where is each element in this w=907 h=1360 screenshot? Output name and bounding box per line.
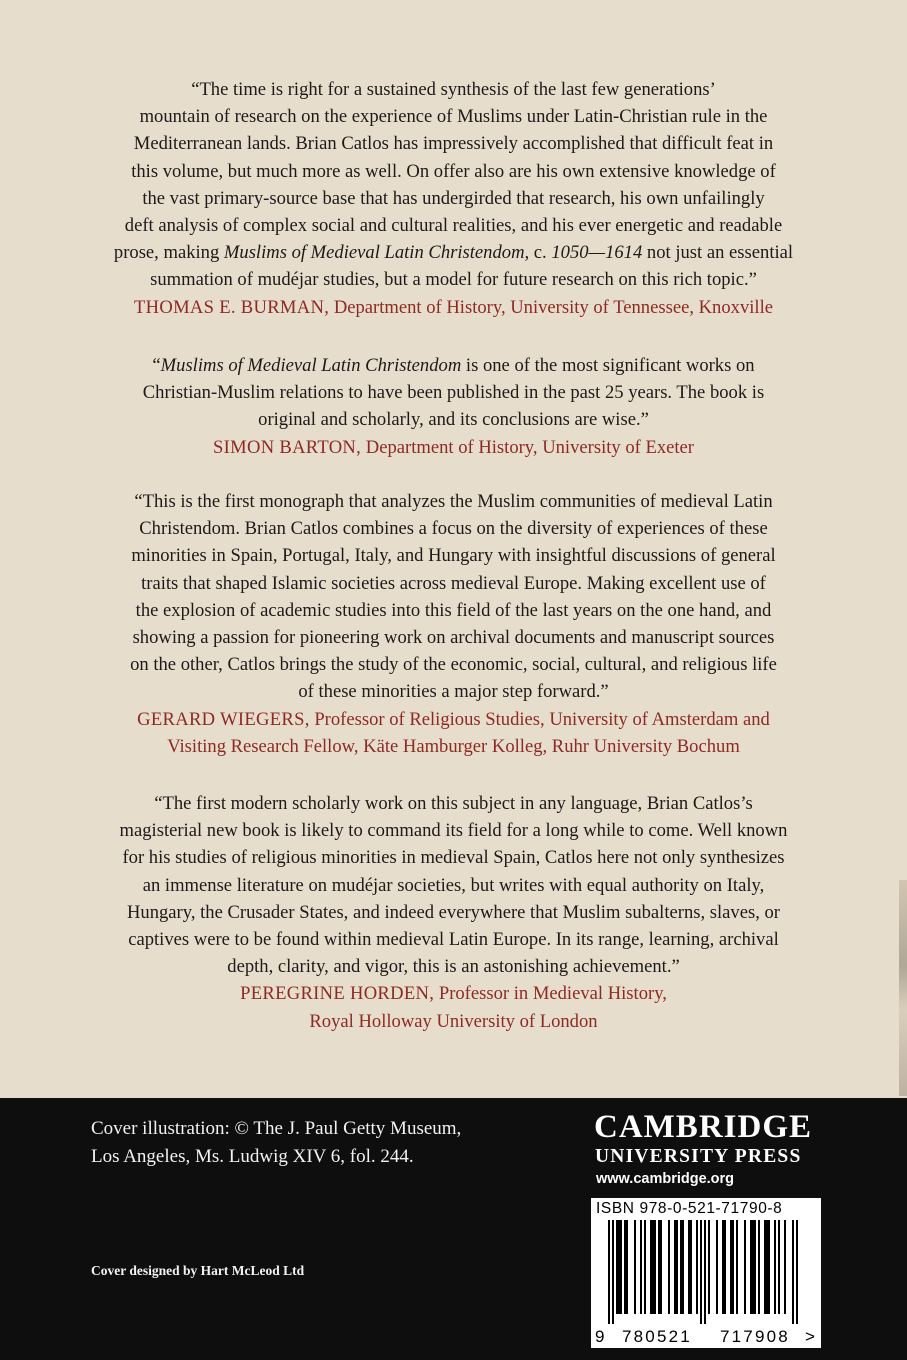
barcode-bar [688,1220,690,1314]
barcode-bar [616,1220,618,1314]
quote-line: summation of mudéjar studies, but a model for future research on this rich topic.” [150,269,757,291]
barcode-bar [766,1220,768,1314]
author-name: PEREGRINE HORDEN, [240,983,435,1005]
publisher-logo: CAMBRIDGE [594,1109,813,1145]
book-dates: 1050—1614 [551,242,643,264]
barcode [594,1220,816,1324]
barcode-guard-bar [612,1220,614,1324]
quote-line: captives were to be found within medieval Latin Europe. In its range, learning, archival [128,929,779,951]
ean-first-digit: 9 [595,1327,607,1346]
ean-quiet-zone: > [805,1327,818,1346]
cover-credit [91,1115,461,1171]
attribution: THOMAS E. BURMAN, Department of History, University of Tennessee, Knoxville [133,296,773,318]
barcode-bar [764,1220,766,1314]
barcode-bar [676,1220,678,1314]
barcode-bar [736,1220,738,1314]
quote-line: the vast primary-source base that has undergirded that research, his own unfailingly [142,187,765,209]
barcode-bar [690,1220,692,1314]
quote-line: “The time is right for a sustained synthesis of the last few generations’ [191,79,716,100]
barcode-bar [618,1220,620,1314]
quote-line: depth, clarity, and vigor, this is an astonishing achievement.” [227,956,680,978]
barcode-bar [620,1220,622,1314]
barcode-guard-bar [700,1220,702,1324]
barcode-bar [758,1220,760,1314]
author-name: THOMAS E. BURMAN, [133,296,330,318]
barcode-bar [732,1220,734,1314]
isbn-label: ISBN 978-0-521-71790-8 [596,1200,783,1217]
barcode-bar [668,1220,670,1314]
quote-line: Mediterranean lands. Brian Catlos has impressively accomplished that difficult feat in [133,133,774,155]
quote-line: magisterial new book is likely to command its field for a long while to come. Well known [119,820,788,842]
barcode-bar [650,1220,652,1314]
book-title: Muslims of Medieval Latin Christendom, [223,242,530,264]
barcode-bar [660,1220,662,1314]
barcode-guard-bar [704,1220,706,1324]
barcode-bar [774,1220,776,1314]
barcode-bar [716,1220,718,1314]
barcode-bar [626,1220,628,1314]
quote-line: “This is the first monograph that analyzes the Muslim communities of medieval Latin [134,491,773,512]
quote-line: “Muslims of Medieval Latin Christendom is one of the most significant works on [152,355,755,376]
quote-line: for his studies of religious minorities in medieval Spain, Catlos here not only synthesizes [122,847,785,869]
barcode-bar [674,1220,676,1314]
barcode-bar [754,1220,756,1314]
publisher-subtitle: UNIVERSITY PRESS [595,1146,802,1167]
book-title: Muslims of Medieval Latin Christendom [160,355,462,376]
quote-line: mountain of research on the experience of Muslims under Latin-Christian rule in the [139,106,768,128]
ean-right-group: 717908 [720,1327,790,1346]
quote-line: Christendom. Brian Catlos combines a focus on the diversity of experiences of these [139,518,768,540]
endorsement-barton [96,352,811,461]
barcode-guard-bar [792,1220,794,1324]
quote-line: Christian-Muslim relations to have been published in the past 25 years. The book is [142,382,765,404]
quote-line: “The first modern scholarly work on this subject in any language, Brian Catlos’s [154,793,753,814]
quote-line: traits that shaped Islamic societies across medieval Europe. Making excellent use of [141,572,766,594]
credit-line: Cover illustration: © The J. Paul Getty Museum, [91,1118,462,1139]
ean-left-group: 780521 [622,1327,692,1346]
quote-line: original and scholarly, and its conclusions are wise.” [258,409,649,431]
endorsement-horden [96,790,811,1035]
quote-line: of these minorities a major step forward.” [298,681,609,703]
endorsement-wiegers [96,488,811,760]
attribution-line: Visiting Research Fellow, Käte Hamburger Kolleg, Ruhr University Bochum [167,735,740,757]
barcode-bar [640,1220,642,1314]
barcode-guard-bar [796,1220,798,1324]
barcode-bar [658,1220,660,1314]
barcode-bar [730,1220,732,1314]
barcode-bar [784,1220,786,1314]
attribution-line: Royal Holloway University of London [309,1010,598,1032]
credit-line: Los Angeles, Ms. Ludwig XIV 6, fol. 244. [91,1146,414,1167]
barcode-bar [708,1220,710,1314]
spine-edge [899,880,907,1096]
barcode-bar [682,1220,684,1314]
quote-line: prose, making Muslims of Medieval Latin Christendom, c. 1050—1614 not just an essential [113,242,794,264]
barcode-bar [750,1220,752,1314]
barcode-bar [768,1220,770,1314]
barcode-bar [724,1220,726,1314]
barcode-bar [644,1220,646,1314]
barcode-bar [722,1220,724,1314]
quote-line: deft analysis of complex social and cultural realities, and his ever energetic and readable [124,215,783,237]
attribution: PEREGRINE HORDEN, Professor in Medieval History, [240,983,667,1005]
designer-credit: Cover designed by Hart McLeod Ltd [91,1263,305,1278]
quote-line: the explosion of academic studies into this field of the last years on the one hand, and [135,599,772,621]
barcode-guard-bar [608,1220,610,1324]
barcode-bar [778,1220,780,1314]
barcode-bar [752,1220,754,1314]
publisher-url: www.cambridge.org [596,1171,735,1187]
endorsement-burman [96,76,811,321]
quote-line: Hungary, the Crusader States, and indeed everywhere that Muslim subalterns, slaves, or [126,901,780,923]
barcode-bar [654,1220,656,1314]
attribution: GERARD WIEGERS, Professor of Religious Studies, University of Amsterdam and [137,708,770,730]
barcode-bar [624,1220,626,1314]
barcode-bar [696,1220,698,1314]
quote-line: this volume, but much more as well. On offer also are his own extensive knowledge of [131,160,776,182]
quote-line: on the other, Catlos brings the study of the economic, social, cultural, and religious life [130,654,777,676]
barcode-bar [744,1220,746,1314]
barcode-bar [680,1220,682,1314]
barcode-bar [634,1220,636,1314]
author-name: GERARD WIEGERS, [137,708,310,730]
quote-line: an immense literature on mudéjar societies, but writes with equal authority on Italy, [142,874,765,896]
barcode-bar [652,1220,654,1314]
author-name: SIMON BARTON, [213,436,362,458]
quote-line: showing a passion for pioneering work on archival documents and manuscript sources [132,627,775,649]
attribution: SIMON BARTON, Department of History, University of Exeter [213,436,694,458]
quote-line: minorities in Spain, Portugal, Italy, and Hungary with insightful discussions of general [131,545,776,567]
